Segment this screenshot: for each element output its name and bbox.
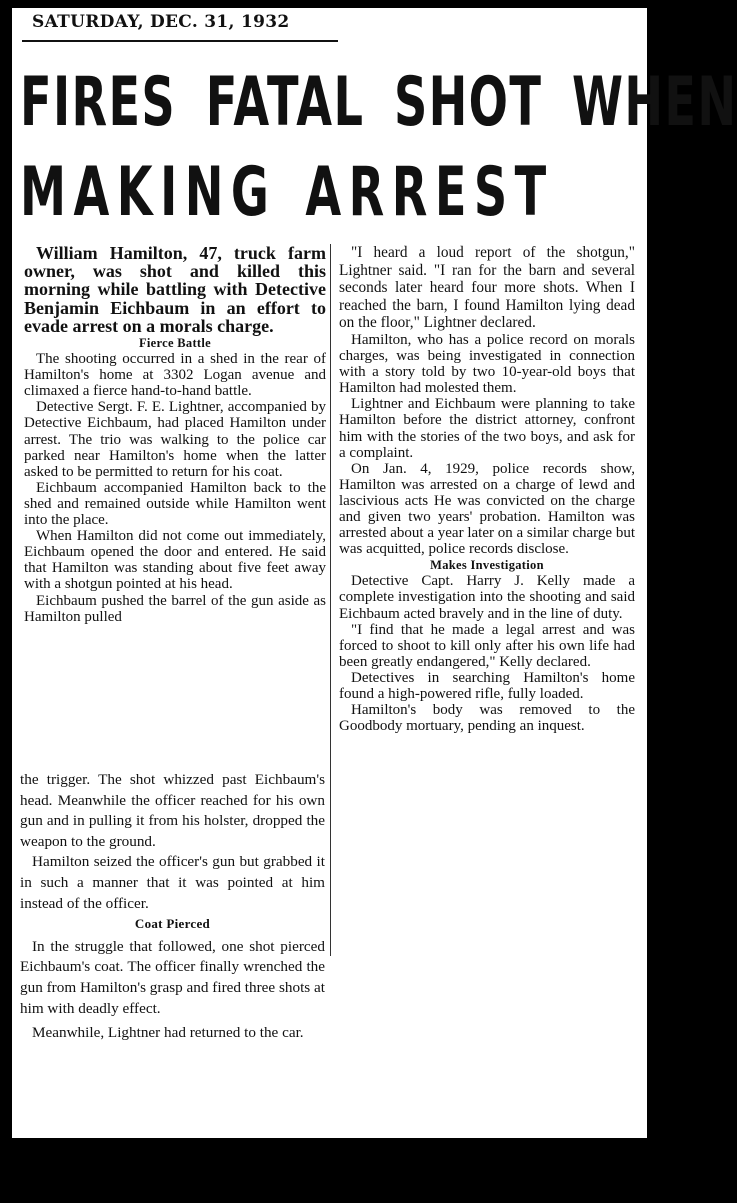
paragraph: On Jan. 4, 1929, police records show, Hamilton was arrested on a charge of lewd and lascivious acts He was convicted on the charge and given two years' probation. Hamilton was arrested about a year later on a similar charge but was acquitted, police records disclose. xyxy=(339,460,635,558)
paragraph: "I heard a loud report of the shotgun," Lightner said. "I ran for the barn and several seconds later heard four more shots. When I reached the barn, I found Hamilton lying dead on the floor," Lightner declared. xyxy=(339,244,635,332)
paragraph: the trigger. The shot whizzed past Eichbaum's head. Meanwhile the officer reached for his own gun and in pulling it from his holster, dropped the weapon to the ground. xyxy=(20,771,325,850)
dateline: SATURDAY, DEC. 31, 1932 xyxy=(32,12,290,32)
subhead-coat-pierced: Coat Pierced xyxy=(134,916,211,932)
paragraph: Eichbaum accompanied Hamilton back to the shed and remained outside while Hamilton went into the place. xyxy=(24,479,326,529)
paragraph: The shooting occurred in a shed in the rear of Hamilton's home at 3302 Logan avenue and climaxed a fierce hand-to-hand battle. xyxy=(24,351,326,400)
paragraph: Eichbaum pushed the barrel of the gun aside as Hamilton pulled xyxy=(24,592,326,625)
newspaper-clipping xyxy=(12,8,737,1138)
headline-line-2: MAKING ARREST xyxy=(20,153,554,232)
subhead-makes-investigation: Makes Investigation xyxy=(430,558,544,573)
paragraph: Lightner and Eichbaum were planning to take Hamilton before the district attorney, confront him with the stories of the two boys, and ask for a complaint. xyxy=(339,396,635,461)
column-1-continued xyxy=(20,770,325,1044)
paragraph: Detectives in searching Hamilton's home found a high-powered rifle, fully loaded. xyxy=(339,669,635,703)
paragraph: Hamilton's body was removed to the Goodbody mortuary, pending an inquest. xyxy=(339,702,635,735)
paragraph: Hamilton, who has a police record on morals charges, was being investigated in connection with a story told by two 10-year-old boys that Hamilton had molested them. xyxy=(339,331,635,397)
paragraph: Meanwhile, Lightner had returned to the car. xyxy=(32,1024,304,1042)
paragraph: When Hamilton did not come out immediately, Eichbaum opened the door and entered. He said that Hamilton was standing about five feet away with a shotgun pointed at his head. xyxy=(24,528,326,593)
headline-line-1: FIRES FATAL SHOT WHEN xyxy=(20,63,737,142)
column-1-top xyxy=(24,244,326,625)
headline xyxy=(20,58,737,238)
paragraph: Detective Capt. Harry J. Kelly made a complete investigation into the shooting and said Eichbaum acted bravely and in the line of duty. xyxy=(339,573,635,622)
subhead-fierce-battle: Fierce Battle xyxy=(138,336,212,351)
paragraph: Detective Sergt. F. E. Lightner, accompanied by Detective Eichbaum, had placed Hamilton under arrest. The trio was walking to the police car parked near Hamilton's home when the latter asked to be permitted to return for his coat. xyxy=(24,399,326,480)
paragraph: In the struggle that followed, one shot pierced Eichbaum's coat. The officer finally wrenched the gun from Hamilton's grasp and fired three shots at him with deadly effect. xyxy=(20,937,325,1017)
column-divider xyxy=(330,244,331,956)
dateline-rule xyxy=(22,40,338,42)
paragraph: "I find that he made a legal arrest and was forced to shoot to kill only after his own life had been greatly endangered," Kelly declared. xyxy=(339,621,635,670)
column-2 xyxy=(339,244,635,734)
lead-paragraph: William Hamilton, 47, truck farm owner, was shot and killed this morning while battling with Detective Benjamin Eichbaum in an effort to evade arrest on a morals charge. xyxy=(24,243,326,336)
paragraph: Hamilton seized the officer's gun but grabbed it in such a manner that it was pointed at him instead of the officer. xyxy=(20,853,325,912)
